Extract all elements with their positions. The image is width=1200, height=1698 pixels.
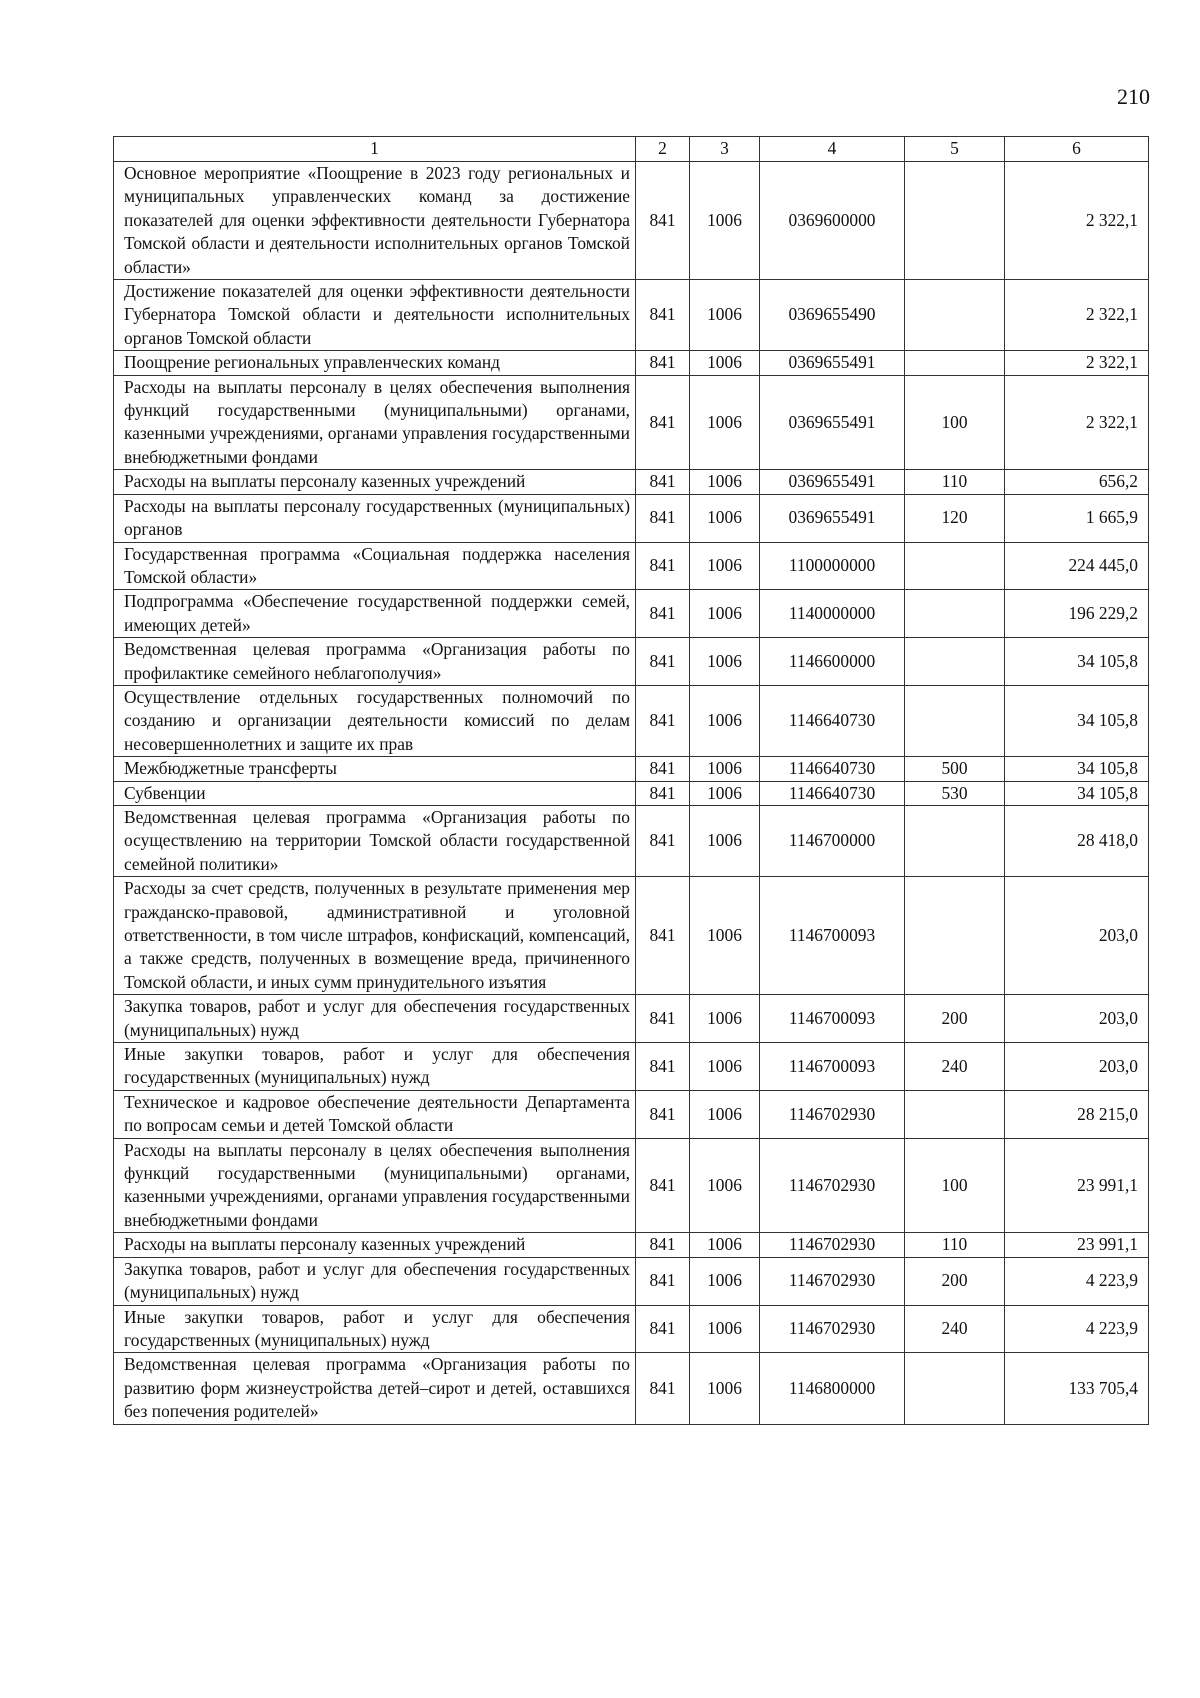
header-cell: 3	[690, 137, 760, 162]
row-name: Субвенции	[114, 781, 636, 805]
row-name: Закупка товаров, работ и услуг для обеспечения государственных (муниципальных) нужд	[114, 995, 636, 1043]
row-target-code: 1146640730	[760, 685, 905, 756]
row-target-code: 0369655491	[760, 351, 905, 375]
row-section-code: 1006	[690, 805, 760, 876]
table-row	[114, 375, 1149, 470]
table-row	[114, 542, 1149, 590]
row-ministry-code: 841	[636, 995, 690, 1043]
row-expense-type	[905, 805, 1005, 876]
table-row	[114, 1043, 1149, 1091]
row-amount: 34 105,8	[1005, 757, 1149, 781]
table-row	[114, 757, 1149, 781]
row-ministry-code: 841	[636, 1138, 690, 1233]
table-row	[114, 1305, 1149, 1353]
row-expense-type: 240	[905, 1305, 1005, 1353]
row-amount: 28 215,0	[1005, 1090, 1149, 1138]
row-target-code: 1146700093	[760, 877, 905, 995]
row-amount: 28 418,0	[1005, 805, 1149, 876]
row-expense-type	[905, 1090, 1005, 1138]
row-target-code: 1146702930	[760, 1090, 905, 1138]
row-amount: 203,0	[1005, 995, 1149, 1043]
row-target-code: 1146700093	[760, 995, 905, 1043]
row-target-code: 1146640730	[760, 781, 905, 805]
row-target-code: 1146702930	[760, 1233, 905, 1257]
table-row	[114, 1257, 1149, 1305]
row-section-code: 1006	[690, 638, 760, 686]
row-amount: 656,2	[1005, 470, 1149, 494]
row-expense-type: 240	[905, 1043, 1005, 1091]
row-section-code: 1006	[690, 1090, 760, 1138]
row-name: Межбюджетные трансферты	[114, 757, 636, 781]
row-section-code: 1006	[690, 1043, 760, 1091]
row-section-code: 1006	[690, 590, 760, 638]
row-name: Иные закупки товаров, работ и услуг для обеспечения государственных (муниципальных) нужд	[114, 1043, 636, 1091]
table-row	[114, 877, 1149, 995]
table-row	[114, 470, 1149, 494]
row-section-code: 1006	[690, 1233, 760, 1257]
row-section-code: 1006	[690, 542, 760, 590]
row-target-code: 1146702930	[760, 1305, 905, 1353]
row-name: Расходы на выплаты персоналу казенных учреждений	[114, 470, 636, 494]
table-header-row	[114, 137, 1149, 162]
row-section-code: 1006	[690, 375, 760, 470]
row-expense-type	[905, 590, 1005, 638]
row-ministry-code: 841	[636, 638, 690, 686]
row-expense-type: 500	[905, 757, 1005, 781]
row-amount: 23 991,1	[1005, 1233, 1149, 1257]
row-name: Расходы на выплаты персоналу в целях обеспечения выполнения функций государственными (муниципальными) органами, казенными учреждениями, органами управления государственными внебюджетными фондами	[114, 375, 636, 470]
row-ministry-code: 841	[636, 1043, 690, 1091]
table-row	[114, 1138, 1149, 1233]
row-target-code: 1146800000	[760, 1353, 905, 1424]
row-target-code: 0369655491	[760, 494, 905, 542]
row-section-code: 1006	[690, 494, 760, 542]
row-target-code: 1146702930	[760, 1257, 905, 1305]
row-section-code: 1006	[690, 1353, 760, 1424]
header-cell: 2	[636, 137, 690, 162]
row-ministry-code: 841	[636, 805, 690, 876]
row-expense-type: 200	[905, 1257, 1005, 1305]
row-ministry-code: 841	[636, 1353, 690, 1424]
row-section-code: 1006	[690, 877, 760, 995]
row-name: Ведомственная целевая программа «Организация работы по осуществлению на территории Томской области государственной семейной политики»	[114, 805, 636, 876]
row-section-code: 1006	[690, 162, 760, 280]
table-row	[114, 1353, 1149, 1424]
row-name: Иные закупки товаров, работ и услуг для обеспечения государственных (муниципальных) нужд	[114, 1305, 636, 1353]
row-target-code: 1140000000	[760, 590, 905, 638]
table-row	[114, 162, 1149, 280]
header-cell: 4	[760, 137, 905, 162]
row-ministry-code: 841	[636, 1257, 690, 1305]
row-name: Расходы на выплаты персоналу казенных учреждений	[114, 1233, 636, 1257]
row-amount: 1 665,9	[1005, 494, 1149, 542]
row-target-code: 1146702930	[760, 1138, 905, 1233]
row-section-code: 1006	[690, 995, 760, 1043]
row-amount: 4 223,9	[1005, 1257, 1149, 1305]
row-ministry-code: 841	[636, 685, 690, 756]
row-expense-type	[905, 280, 1005, 351]
row-section-code: 1006	[690, 1257, 760, 1305]
table-row	[114, 1233, 1149, 1257]
row-target-code: 1146700093	[760, 1043, 905, 1091]
row-section-code: 1006	[690, 1138, 760, 1233]
table-row	[114, 685, 1149, 756]
row-expense-type: 200	[905, 995, 1005, 1043]
row-amount: 4 223,9	[1005, 1305, 1149, 1353]
row-name: Техническое и кадровое обеспечение деятельности Департамента по вопросам семьи и детей Томской области	[114, 1090, 636, 1138]
row-ministry-code: 841	[636, 1090, 690, 1138]
row-ministry-code: 841	[636, 494, 690, 542]
row-section-code: 1006	[690, 781, 760, 805]
row-ministry-code: 841	[636, 280, 690, 351]
row-target-code: 0369655491	[760, 375, 905, 470]
table-row	[114, 805, 1149, 876]
budget-table	[113, 136, 1149, 1425]
row-ministry-code: 841	[636, 542, 690, 590]
row-amount: 133 705,4	[1005, 1353, 1149, 1424]
row-section-code: 1006	[690, 280, 760, 351]
row-target-code: 1100000000	[760, 542, 905, 590]
row-expense-type	[905, 685, 1005, 756]
row-name: Осуществление отдельных государственных полномочий по созданию и организации деятельности комиссий по делам несовершеннолетних и защите их прав	[114, 685, 636, 756]
row-expense-type: 530	[905, 781, 1005, 805]
row-amount: 2 322,1	[1005, 280, 1149, 351]
row-expense-type	[905, 351, 1005, 375]
row-amount: 196 229,2	[1005, 590, 1149, 638]
row-amount: 203,0	[1005, 1043, 1149, 1091]
row-expense-type: 100	[905, 375, 1005, 470]
table-row	[114, 280, 1149, 351]
row-expense-type	[905, 542, 1005, 590]
row-amount: 34 105,8	[1005, 685, 1149, 756]
header-cell: 6	[1005, 137, 1149, 162]
row-amount: 203,0	[1005, 877, 1149, 995]
row-section-code: 1006	[690, 1305, 760, 1353]
row-name: Достижение показателей для оценки эффективности деятельности Губернатора Томской области и деятельности исполнительных органов Томской области	[114, 280, 636, 351]
row-ministry-code: 841	[636, 162, 690, 280]
row-expense-type: 110	[905, 1233, 1005, 1257]
row-target-code: 0369600000	[760, 162, 905, 280]
table-row	[114, 590, 1149, 638]
row-expense-type	[905, 638, 1005, 686]
page-number: 210	[1117, 84, 1150, 109]
row-name: Поощрение региональных управленческих команд	[114, 351, 636, 375]
row-ministry-code: 841	[636, 1233, 690, 1257]
row-name: Государственная программа «Социальная поддержка населения Томской области»	[114, 542, 636, 590]
table-row	[114, 995, 1149, 1043]
row-ministry-code: 841	[636, 1305, 690, 1353]
row-name: Основное мероприятие «Поощрение в 2023 году региональных и муниципальных управленческих команд за достижение показателей для оценки эффективности деятельности Губернатора Томской области и деятельности исполнительных органов Томской области»	[114, 162, 636, 280]
row-expense-type	[905, 162, 1005, 280]
row-amount: 23 991,1	[1005, 1138, 1149, 1233]
row-target-code: 0369655490	[760, 280, 905, 351]
row-section-code: 1006	[690, 757, 760, 781]
row-amount: 34 105,8	[1005, 781, 1149, 805]
table-row	[114, 494, 1149, 542]
row-name: Ведомственная целевая программа «Организация работы по профилактике семейного неблагополучия»	[114, 638, 636, 686]
row-expense-type: 110	[905, 470, 1005, 494]
row-name: Закупка товаров, работ и услуг для обеспечения государственных (муниципальных) нужд	[114, 1257, 636, 1305]
row-expense-type: 100	[905, 1138, 1005, 1233]
row-target-code: 0369655491	[760, 470, 905, 494]
row-target-code: 1146600000	[760, 638, 905, 686]
row-name: Расходы за счет средств, полученных в результате применения мер гражданско-правовой, административной и уголовной ответственности, в том числе штрафов, конфискаций, компенсаций, а также средств, полученных в возмещение вреда, причиненного Томской области, и иных сумм принудительного изъятия	[114, 877, 636, 995]
row-amount: 224 445,0	[1005, 542, 1149, 590]
table-row	[114, 1090, 1149, 1138]
row-expense-type: 120	[905, 494, 1005, 542]
header-cell: 1	[114, 137, 636, 162]
row-section-code: 1006	[690, 351, 760, 375]
row-name: Подпрограмма «Обеспечение государственной поддержки семей, имеющих детей»	[114, 590, 636, 638]
row-section-code: 1006	[690, 470, 760, 494]
row-ministry-code: 841	[636, 757, 690, 781]
row-name: Ведомственная целевая программа «Организация работы по развитию форм жизнеустройства детей–сирот и детей, оставшихся без попечения родителей»	[114, 1353, 636, 1424]
row-ministry-code: 841	[636, 351, 690, 375]
header-cell: 5	[905, 137, 1005, 162]
row-section-code: 1006	[690, 685, 760, 756]
row-ministry-code: 841	[636, 470, 690, 494]
row-target-code: 1146700000	[760, 805, 905, 876]
row-ministry-code: 841	[636, 590, 690, 638]
row-expense-type	[905, 877, 1005, 995]
table-row	[114, 638, 1149, 686]
row-amount: 2 322,1	[1005, 375, 1149, 470]
row-ministry-code: 841	[636, 375, 690, 470]
table-row	[114, 781, 1149, 805]
row-expense-type	[905, 1353, 1005, 1424]
row-amount: 2 322,1	[1005, 162, 1149, 280]
row-target-code: 1146640730	[760, 757, 905, 781]
row-amount: 2 322,1	[1005, 351, 1149, 375]
row-ministry-code: 841	[636, 877, 690, 995]
row-ministry-code: 841	[636, 781, 690, 805]
row-name: Расходы на выплаты персоналу государственных (муниципальных) органов	[114, 494, 636, 542]
table-row	[114, 351, 1149, 375]
row-amount: 34 105,8	[1005, 638, 1149, 686]
row-name: Расходы на выплаты персоналу в целях обеспечения выполнения функций государственными (муниципальными) органами, казенными учреждениями, органами управления государственными внебюджетными фондами	[114, 1138, 636, 1233]
